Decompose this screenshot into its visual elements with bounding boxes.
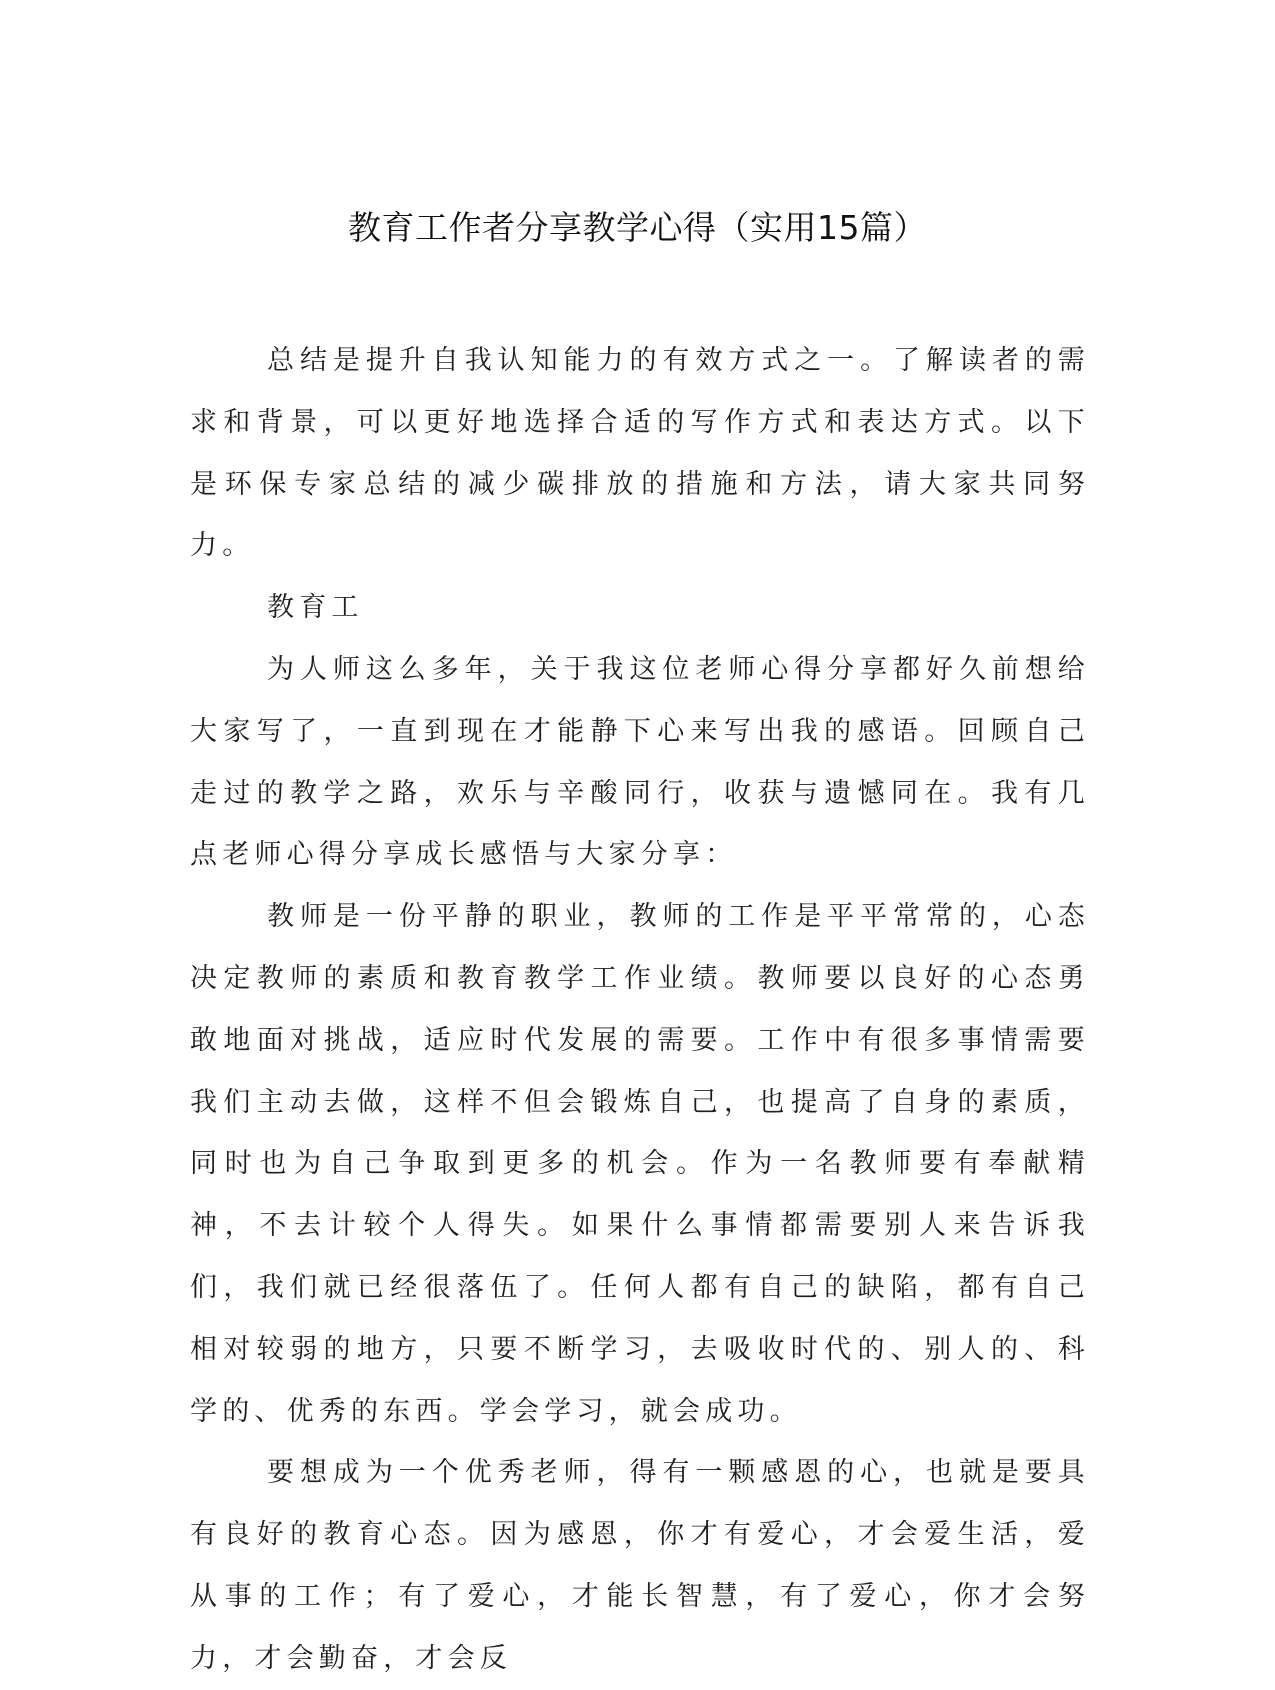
paragraph-gratitude: 要想成为一个优秀老师，得有一颗感恩的心，也就是要具有良好的教育心态。因为感恩，你才有爱心，才会爱生活，爱从事的工作；有了爱心，才能长智慧，有了爱心，你才会努力，才会勤奋，才会反 (190, 1457, 1090, 1674)
document-title: 教育工作者分享教学心得（实用15篇） (348, 208, 927, 247)
document-body (190, 330, 1090, 1690)
paragraph-mindset: 教师是一份平静的职业，教师的工作是平平常常的，心态决定教师的素质和教育教学工作业绩。教师要以良好的心态勇敢地面对挑战，适应时代发展的需要。工作中有很多事情需要我们主动去做，这样不但会锻炼自己，也提高了自身的素质，同时也为自己争取到更多的机会。作为一名教师要有奉献精神，不去计较个人得失。如果什么事情都需要别人来告诉我们，我们就已经很落伍了。任何人都有自己的缺陷，都有自己相对较弱的地方，只要不断学习，去吸收时代的、别人的、科学的、优秀的东西。学会学习，就会成功。 (190, 901, 1090, 1427)
paragraph-intro: 总结是提升自我认知能力的有效方式之一。了解读者的需求和背景，可以更好地选择合适的写作方式和表达方式。以下是环保专家总结的减少碳排放的措施和方法，请大家共同努力。 (190, 345, 1090, 562)
paragraph-experience: 为人师这么多年，关于我这位老师心得分享都好久前想给大家写了，一直到现在才能静下心来写出我的感语。回顾自己走过的教学之路，欢乐与辛酸同行，收获与遗憾同在。我有几点老师心得分享成长感悟与大家分享： (190, 653, 1090, 871)
paragraph-heading: 教育工 (267, 592, 364, 624)
